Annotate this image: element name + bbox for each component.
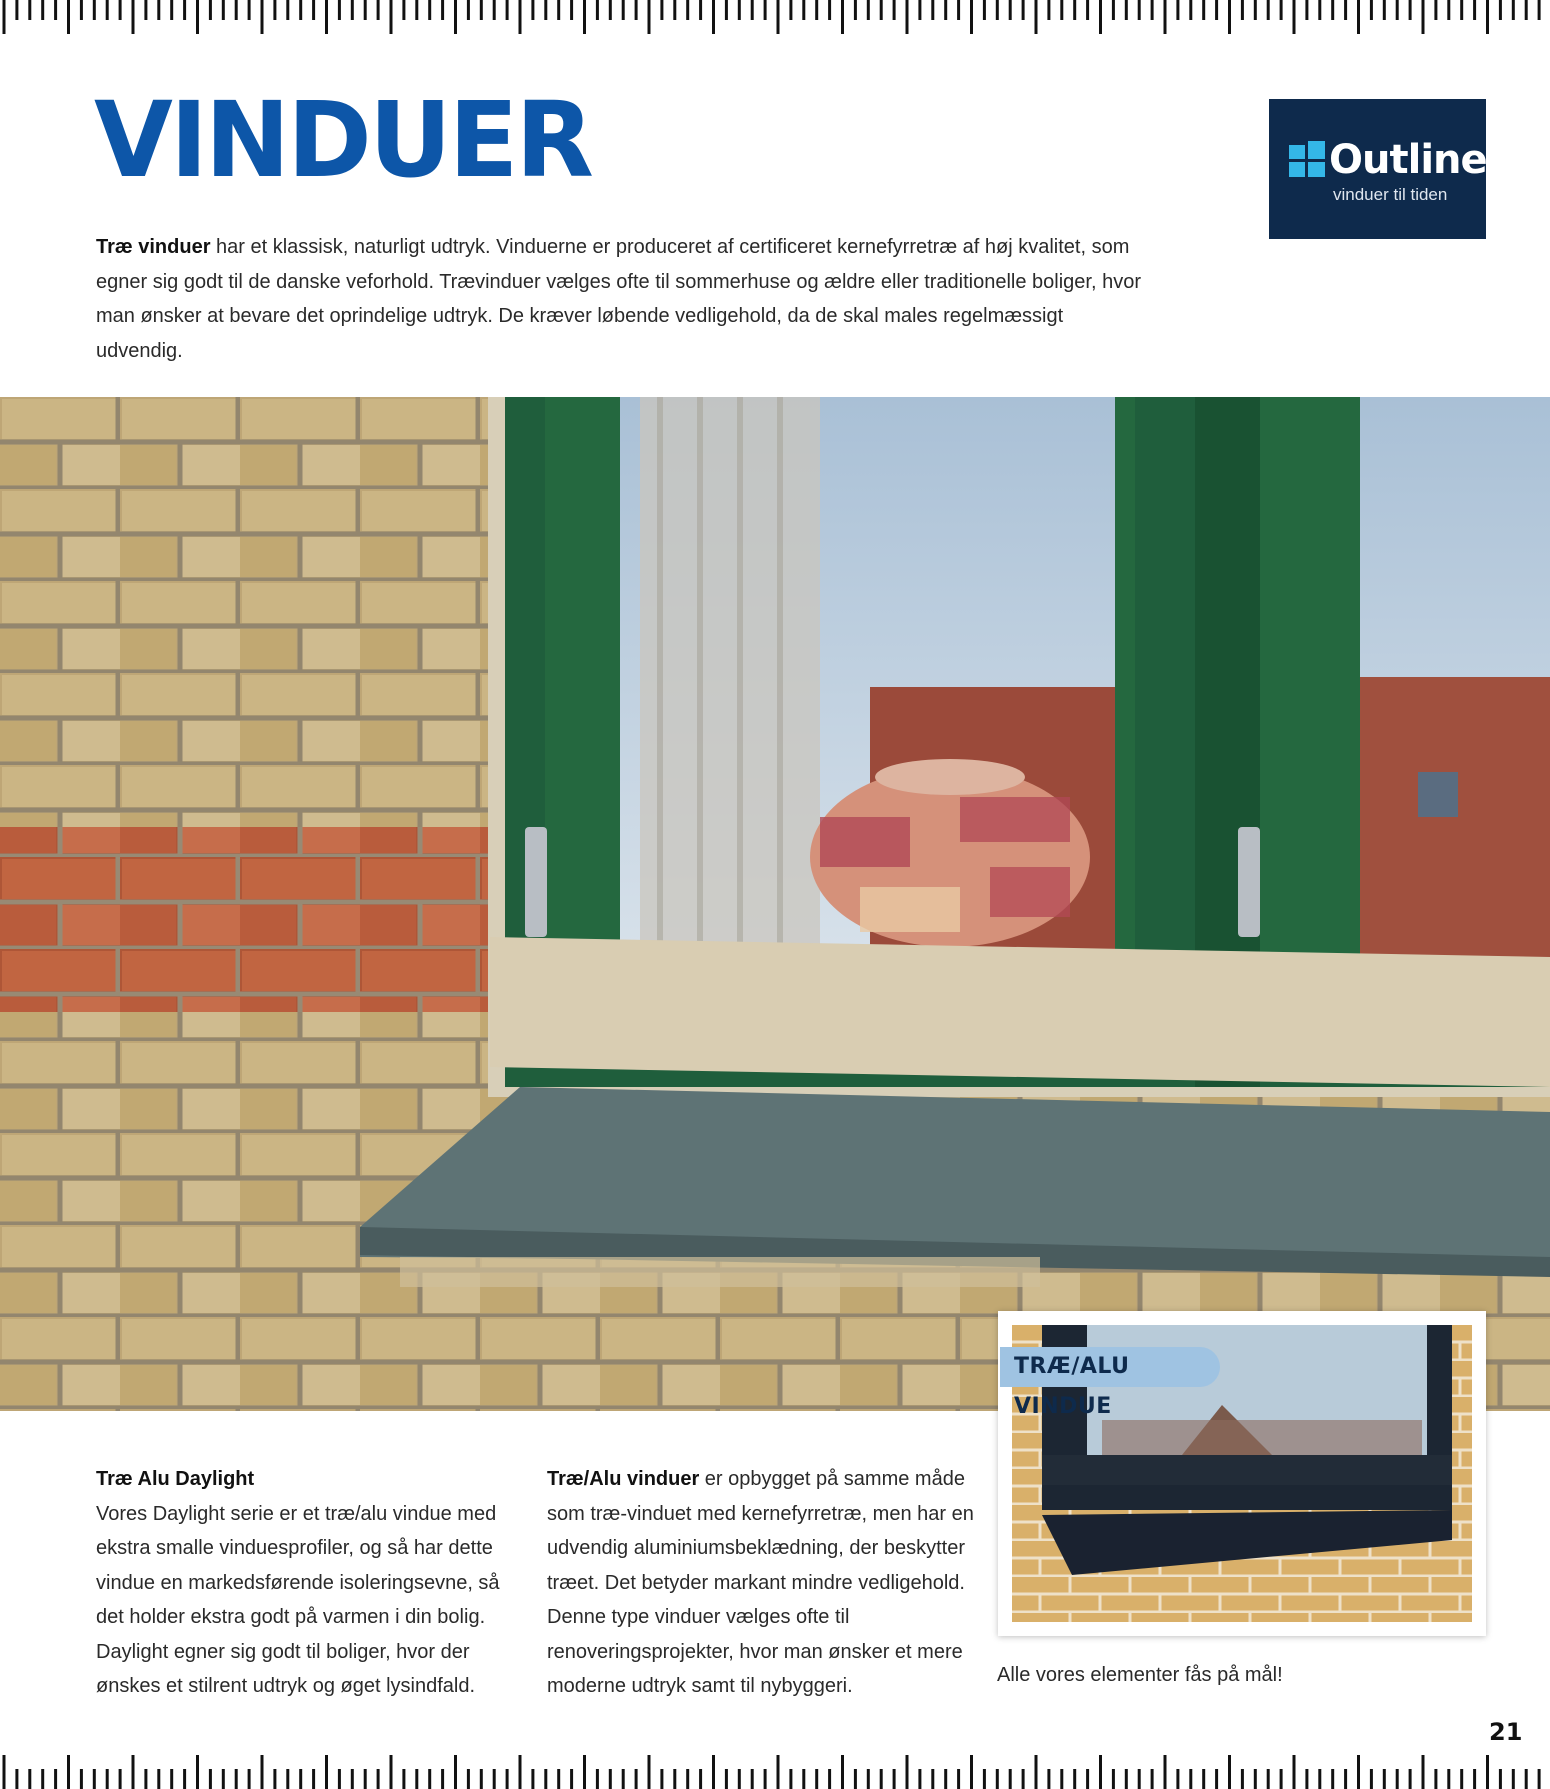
trae-alu-column xyxy=(547,1462,987,1704)
ruler-bottom xyxy=(0,1749,1550,1789)
outline-logo xyxy=(1269,99,1486,239)
intro-text: har et klassisk, naturligt udtryk. Vinduerne er produceret af certificeret kernefyrretræ af høj kvalitet, som egner sig godt til de danske veforhold. Trævinduer vælges ofte til sommerhuse og ældre eller traditionelle boliger, hvor man ønsker at bevare det oprindelige udtryk. De kræver løbende vedligehold, da de skal males regelmæssigt udvendig. xyxy=(96,236,1141,362)
page-title: VINDUER xyxy=(94,79,591,201)
logo-tagline: vinduer til tiden xyxy=(1333,185,1448,204)
window-logo-icon xyxy=(1289,141,1325,177)
inset-caption: Alle vores elementer fås på mål! xyxy=(997,1664,1283,1686)
intro-lead: Træ vinduer xyxy=(96,236,211,258)
page-number: 21 xyxy=(1489,1718,1523,1746)
logo-brand: Outline xyxy=(1329,137,1487,183)
ruler-top xyxy=(0,0,1550,36)
intro-paragraph xyxy=(96,230,1146,368)
daylight-text: Vores Daylight serie er et træ/alu vindue med ekstra smalle vinduesprofiler, og så har dette vindue en markedsførende isoleringsevne, så det holder ekstra godt på varmen i din bolig. Daylight egner sig godt til boliger, hvor der ønskes et stilrent udtryk og øget lysindfald. xyxy=(96,1502,500,1697)
window-photo xyxy=(0,397,1550,1411)
daylight-heading: Træ Alu Daylight xyxy=(96,1468,255,1490)
trae-alu-lead: Træ/Alu vinduer xyxy=(547,1468,700,1490)
trae-alu-text: er opbygget på samme måde som træ-vinduet med kernefyrretræ, men har en udvendig aluminiumsbeklædning, der beskytter træet. Det betyder markant mindre vedligehold. Denne type vinduer vælges ofte til renoveringsprojekter, hvor man ønsker et mere moderne udtryk samt til nybyggeri. xyxy=(547,1468,974,1697)
inset-label: TRÆ/ALU VINDUE xyxy=(1000,1347,1220,1387)
daylight-column xyxy=(96,1462,526,1704)
